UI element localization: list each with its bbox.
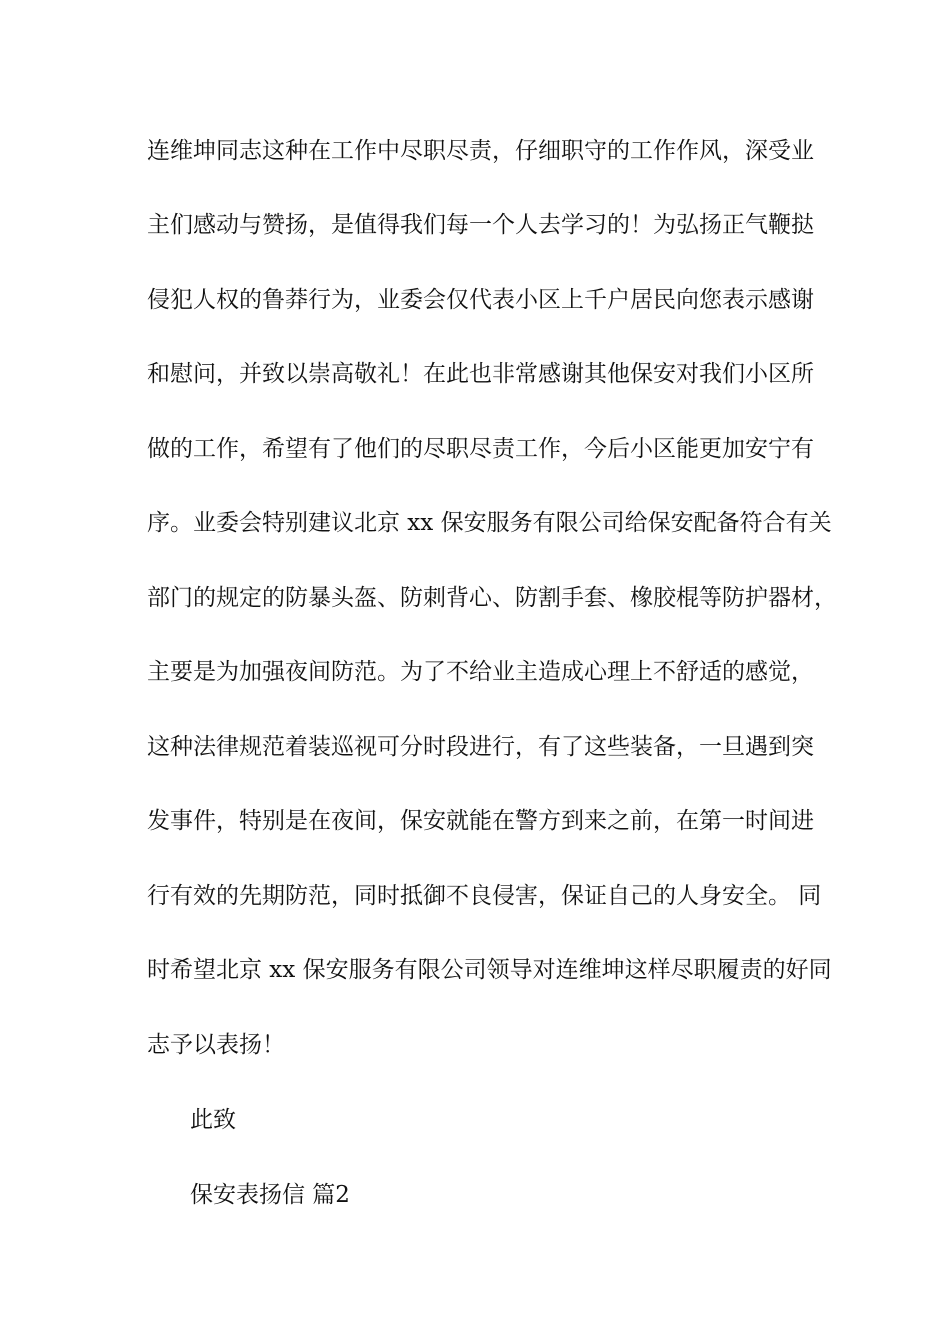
body-line-7: 部门的规定的防暴头盔、防刺背心、防割手套、橡胶棍等防护器材， <box>147 585 837 611</box>
body-line-9: 这种法律规范着装巡视可分时段进行，有了这些装备，一旦遇到突 <box>147 734 814 760</box>
body-line-11: 行有效的先期防范，同时抵御不良侵害，保证自己的人身安全。 同 <box>147 883 822 909</box>
body-line-5: 做的工作，希望有了他们的尽职尽责工作，今后小区能更加安宁有 <box>147 436 814 462</box>
next-section-heading: 保安表扬信 篇2 <box>190 1182 350 1208</box>
body-line-8: 主要是为加强夜间防范。为了不给业主造成心理上不舒适的感觉， <box>147 659 814 685</box>
body-line-4: 和慰问，并致以崇高敬礼！在此也非常感谢其他保安对我们小区所 <box>147 361 814 387</box>
body-line-6: 序。业委会特别建议北京 xx 保安服务有限公司给保安配备符合有关 <box>147 510 832 536</box>
body-line-12: 时希望北京 xx 保安服务有限公司领导对连维坤这样尽职履责的好同 <box>147 957 832 983</box>
body-line-1: 连维坤同志这种在工作中尽职尽责，仔细职守的工作作风，深受业 <box>147 138 814 164</box>
body-line-3: 侵犯人权的鲁莽行为，业委会仅代表小区上千户居民向您表示感谢 <box>147 287 814 313</box>
body-line-13: 志予以表扬！ <box>147 1032 285 1058</box>
body-line-2: 主们感动与赞扬，是值得我们每一个人去学习的！为弘扬正气鞭挞 <box>147 212 814 238</box>
body-line-10: 发事件，特别是在夜间，保安就能在警方到来之前，在第一时间进 <box>147 808 814 834</box>
closing-salutation: 此致 <box>190 1107 236 1133</box>
